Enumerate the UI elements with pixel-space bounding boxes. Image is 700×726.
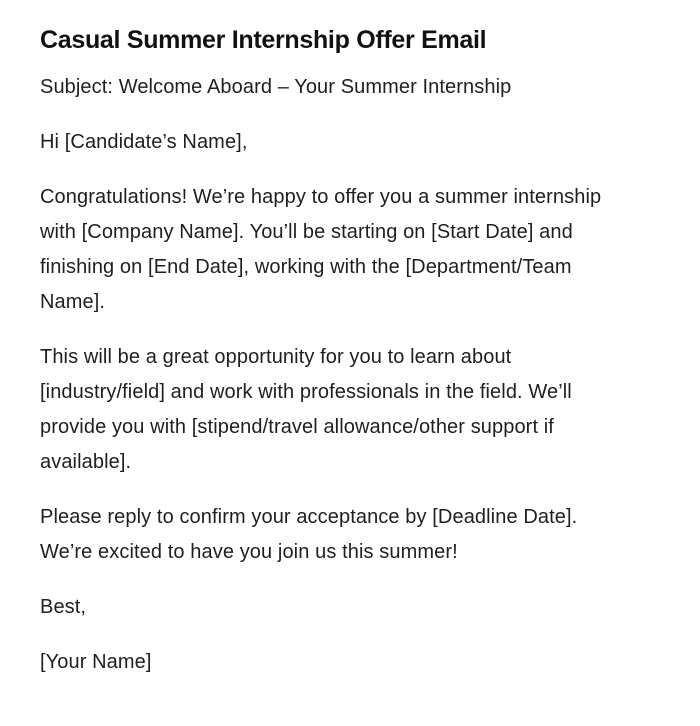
paragraph-line: Congratulations! We’re happy to offer you a summer internship [40,186,602,208]
document-title: Casual Summer Internship Offer Email [40,26,487,54]
paragraph-line: provide you with [stipend/travel allowance/other support if [40,416,554,438]
email-paragraph-confirmation [40,500,660,570]
email-signature: [Your Name] [40,651,152,673]
email-subject: Subject: Welcome Aboard – Your Summer Internship [40,76,512,98]
paragraph-line: with [Company Name]. You’ll be starting on [Start Date] and [40,221,573,243]
paragraph-line: [industry/field] and work with professionals in the field. We’ll [40,381,572,403]
paragraph-line: Please reply to confirm your acceptance by [Deadline Date]. [40,506,578,528]
email-paragraph-opportunity [40,340,660,480]
paragraph-line: Name]. [40,291,106,313]
paragraph-line: available]. [40,451,132,473]
paragraph-line: We’re excited to have you join us this summer! [40,541,458,563]
email-signoff: Best, [40,596,87,618]
paragraph-line: finishing on [End Date], working with the [Department/Team [40,256,572,278]
email-greeting: Hi [Candidate’s Name], [40,131,248,153]
email-paragraph-offer [40,180,660,320]
paragraph-line: This will be a great opportunity for you to learn about [40,346,512,368]
